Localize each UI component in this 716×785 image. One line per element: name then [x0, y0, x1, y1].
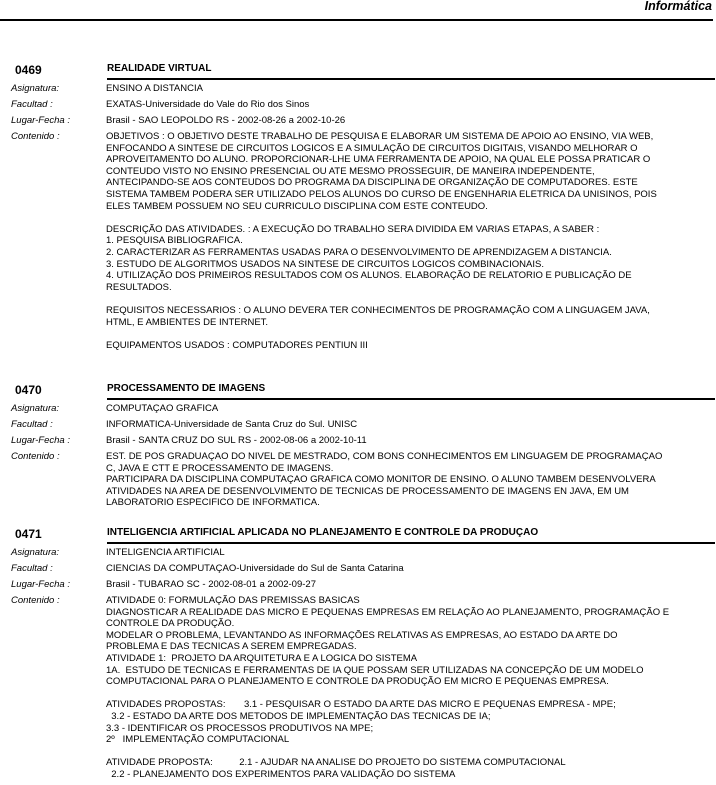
facultad-value: CIENCIAS DA COMPUTAÇAO-Universidade do Sul de Santa Catarina [106, 563, 404, 574]
content-line: EST. DE POS GRADUAÇAO DO NIVEL DE MESTRADO, COM BONS CONHECIMENTOS EM LINGUAGEM DE PROGRAMAÇAO [106, 451, 663, 462]
contenido-label: Contenido : [11, 451, 60, 462]
entry-divider [107, 398, 715, 400]
asignatura-label: Asignatura: [11, 547, 60, 558]
content-line: 1A. ESTUDO DE TECNICAS E FERRAMENTAS DE IA QUE POSSAM SER UTILIZADAS NA CONCEPÇÃO DE UM MODELO [106, 664, 644, 676]
asignatura-value: INTELIGENCIA ARTIFICIAL [106, 547, 225, 558]
facultad-value: EXATAS-Universidade do Vale do Rio dos Sinos [106, 99, 310, 110]
lugar-fecha-label: Lugar-Fecha : [11, 579, 70, 590]
content-line: ATIVIDADE 0: FORMULAÇÃO DAS PREMISSAS BASICAS [106, 595, 360, 606]
entry-title: INTELIGENCIA ARTIFICIAL APLICADA NO PLANEJAMENTO E CONTROLE DA PRODUÇAO [107, 527, 539, 538]
content-line: LABORATORIO ESPECIFICO DE INFORMATICA. [106, 497, 320, 509]
asignatura-value: COMPUTAÇAO GRAFICA [106, 403, 219, 414]
page-header-title: Informática [644, 0, 712, 13]
content-line: ENFOCANDO A SINTESE DE CIRCUITOS LOGICOS E A SIMULAÇÃO DE CIRCUITOS DIGITAIS, VISANDO MELHORAR O [106, 142, 638, 154]
content-line: 4. UTILIZAÇÃO DOS PRIMEIROS RESULTADOS COM OS ALUNOS. ELABORAÇÃO DE RELATORIO E PUBLICAÇÃO DE [106, 270, 632, 282]
content-line: 3.3 - IDENTIFICAR OS PROCESSOS PRODUTIVOS NA MPE; [106, 722, 374, 734]
contenido-label: Contenido : [11, 595, 60, 606]
content-line: SISTEMA TAMBEM PODERA SER UTILIZADO PELOS ALUNOS DO CURSO DE ENGENHARIA ELETRICA DA UNISINOS, POIS [106, 188, 657, 200]
content-line: 1. PESQUISA BIBLIOGRAFICA. [106, 235, 243, 247]
content-line: ATIVIDADES PROPOSTAS: 3.1 - PESQUISAR O ESTADO DA ARTE DAS MICRO E PEQUENAS EMPRESA - MPE; [106, 699, 616, 711]
content-line: OBJETIVOS : O OBJETIVO DESTE TRABALHO DE PESQUISA E ELABORAR UM SISTEMA DE APOIO AO ENSINO, VIA WEB, [106, 131, 654, 142]
lugar-fecha-label: Lugar-Fecha : [11, 115, 70, 126]
content-line: 3. ESTUDO DE ALGORITMOS USADOS NA SINTESE DE CIRCUITOS LOGICOS COMBINACIONAIS. [106, 258, 544, 270]
content-line: CONTROLE DA PRODUÇÃO. [106, 618, 235, 630]
content-line [106, 328, 712, 340]
entry-divider [107, 542, 715, 544]
content-line: DESCRIÇÃO DAS ATIVIDADES. : A EXECUÇÃO DO TRABALHO SERA DIVIDIDA EM VARIAS ETAPAS, A SABER : [106, 223, 600, 235]
entry-number: 0470 [15, 383, 42, 397]
lugar-fecha-value: Brasil - SAO LEOPOLDO RS - 2002-08-26 a 2002-10-26 [106, 115, 346, 126]
contenido-text [106, 595, 712, 781]
content-line: ATIVIDADE PROPOSTA: 2.1 - AJUDAR NA ANALISE DO PROJETO DO SISTEMA COMPUTACIONAL [106, 757, 566, 769]
contenido-text [106, 131, 712, 351]
contenido-text [106, 451, 712, 509]
content-line: ATIVIDADE 1: PROJETO DA ARQUITETURA E A LOGICA DO SISTEMA [106, 652, 418, 664]
entry-number: 0471 [15, 527, 42, 541]
content-line: HTML, E AMBIENTES DE INTERNET. [106, 316, 269, 328]
content-line: C, JAVA E CTT E PROCESSAMENTO DE IMAGENS. [106, 462, 334, 474]
lugar-fecha-label: Lugar-Fecha : [11, 435, 70, 446]
facultad-label: Facultad : [11, 563, 53, 574]
facultad-label: Facultad : [11, 99, 53, 110]
entry-number: 0469 [15, 63, 42, 77]
entry-divider [107, 78, 715, 80]
content-line: RESULTADOS. [106, 281, 172, 293]
content-line: 2º IMPLEMENTAÇÃO COMPUTACIONAL [106, 734, 290, 746]
asignatura-value: ENSINO A DISTANCIA [106, 83, 203, 94]
content-line: EQUIPAMENTOS USADOS : COMPUTADORES PENTIUN III [106, 339, 368, 351]
content-line: COMPUTACIONAL PARA O PLANEJAMENTO E CONTROLE DA PRODUÇÃO EM MICRO E PEQUENAS EMPRESA. [106, 676, 609, 688]
asignatura-label: Asignatura: [11, 403, 60, 414]
facultad-value: INFORMATICA-Universidade de Santa Cruz do Sul. UNISC [106, 419, 358, 430]
content-line: REQUISITOS NECESSARIOS : O ALUNO DEVERA TER CONHECIMENTOS DE PROGRAMAÇÃO COM A LINGUAGEM JAVA, [106, 304, 650, 316]
content-line: DIAGNOSTICAR A REALIDADE DAS MICRO E PEQUENAS EMPRESAS EM RELAÇÃO AO PLANEJAMENTO, PROGRAMAÇÃO E [106, 606, 670, 618]
content-line: 2. CARACTERIZAR AS FERRAMENTAS USADAS PARA O DESENVOLVIMENTO DE APRENDIZAGEM A DISTANCIA. [106, 246, 612, 258]
contenido-label: Contenido : [11, 131, 60, 142]
header-divider [0, 19, 713, 21]
facultad-label: Facultad : [11, 419, 53, 430]
content-line [106, 746, 712, 758]
content-line: ANTECIPANDO-SE AOS CONTEUDOS DO PROGRAMA DA DISCIPLINA DE ORGANIZAÇÃO DE COMPUTADORES. ESTE [106, 177, 638, 189]
content-line: PROBLEMA E DAS TECNICAS A SEREM EMPREGADAS. [106, 641, 357, 653]
content-line: ELES TAMBEM POSSUEM NO SEU CURRICULO DISCIPLINA COM ESTE CONTEUDO. [106, 200, 488, 212]
lugar-fecha-value: Brasil - SANTA CRUZ DO SUL RS - 2002-08-06 a 2002-10-11 [106, 435, 367, 446]
entry-title: PROCESSAMENTO DE IMAGENS [107, 383, 266, 394]
content-line: PARTICIPARA DA DISCIPLINA COMPUTAÇAO GRAFICA COMO MONITOR DE ENSINO. O ALUNO TAMBEM DESENVOLVERA [106, 474, 656, 486]
content-line: 3.2 - ESTADO DA ARTE DOS METODOS DE IMPLEMENTAÇÃO DAS TECNICAS DE IA; [106, 710, 491, 722]
content-line [106, 212, 712, 224]
entry-title: REALIDADE VIRTUAL [107, 63, 212, 74]
content-line: APROVEITAMENTO DO ALUNO. PROPORCIONAR-LHE UMA FERRAMENTA DE APOIO, NA QUAL ELE POSSA PRATICAR O [106, 154, 651, 166]
content-line: ATIVIDADES NA AREA DE DESENVOLVIMENTO DE TECNICAS DE PROCESSAMENTO DE IMAGENS EN JAVA, EM UM [106, 485, 629, 497]
asignatura-label: Asignatura: [11, 83, 60, 94]
content-line: 2.2 - PLANEJAMENTO DOS EXPERIMENTOS PARA VALIDAÇÃO DO SISTEMA [106, 768, 456, 780]
content-line: CONTEUDO VISTO NO ENSINO PRESENCIAL OU ATE MESMO PROSSEGUIR, DE MANEIRA INDEPENDENTE, [106, 165, 595, 177]
content-line: MODELAR O PROBLEMA, LEVANTANDO AS INFORMAÇÕES RELATIVAS AS EMPRESAS, AO ESTADO DA ARTE DO [106, 629, 618, 641]
content-line [106, 293, 712, 305]
lugar-fecha-value: Brasil - TUBARAO SC - 2002-08-01 a 2002-09-27 [106, 579, 316, 590]
content-line [106, 688, 712, 700]
